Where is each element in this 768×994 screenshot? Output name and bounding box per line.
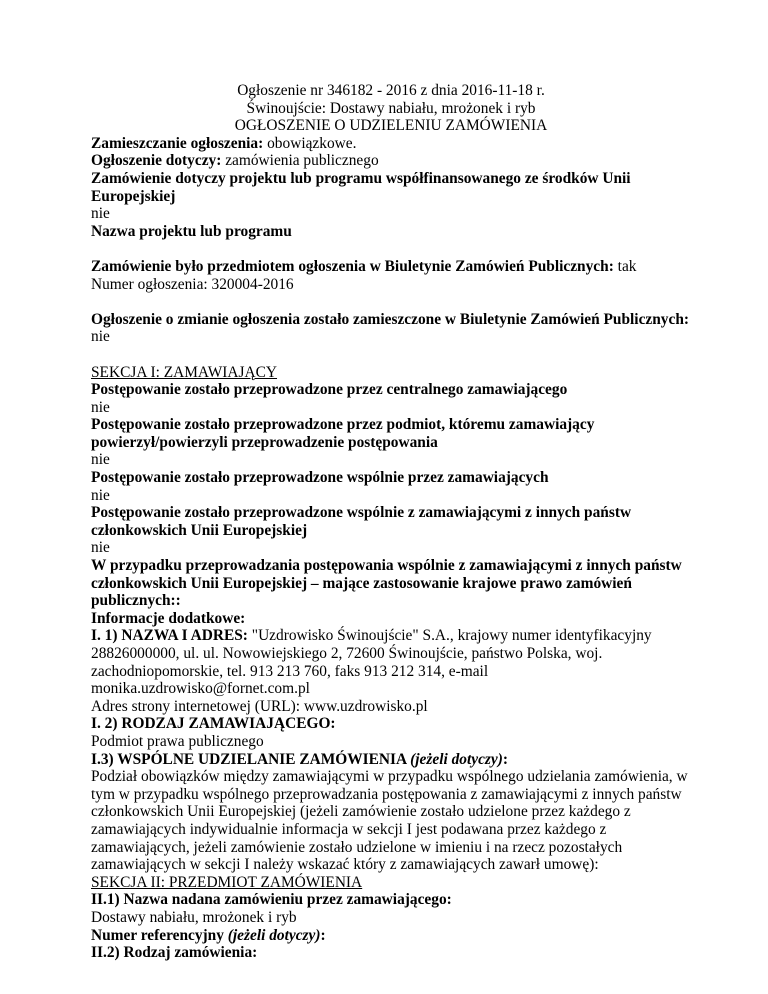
- placement-value: obowiązkowe.: [263, 134, 357, 152]
- contract-name-label: II.1) Nazwa nadana zamówieniu przez zamawiającego:: [91, 891, 452, 909]
- name-address-row: [91, 627, 691, 697]
- delegated-entity-label: Postępowanie zostało przeprowadzone przez podmiot, któremu zamawiający powierzył/powierzyli przeprowadzenie postępowania: [91, 416, 595, 451]
- placement-row: [91, 135, 691, 153]
- bulletin-row: [91, 258, 691, 276]
- placement-label: Zamieszczanie ogłoszenia:: [91, 134, 264, 152]
- joint-award-qualifier: (jeżeli dotyczy): [410, 750, 503, 768]
- reference-number-label: Numer referencyjny: [91, 926, 228, 944]
- change-notice-row: [91, 311, 691, 346]
- contracting-type-label: I. 2) RODZAJ ZAMAWIAJĄCEGO:: [91, 715, 336, 733]
- notice-content: [91, 82, 691, 962]
- joint-procedure-value: nie: [91, 486, 110, 504]
- concerns-value: zamówienia publicznego: [221, 152, 379, 170]
- website-row: Adres strony internetowej (URL): www.uzdrowisko.pl: [91, 697, 428, 715]
- section-1-title: SEKCJA I: ZAMAWIAJĄCY: [91, 363, 278, 381]
- joint-award-text: Podział obowiązków między zamawiającymi w przypadku wspólnego udzielania zamówienia, w tym w przypadku wspólnego przeprowadzania postępowania z zamawiającymi z innych państw członkowskich Unii Europejskiej (jeżeli zamówienie zostało udzielone przez każdego z zamawiających indywidualnie informacja w sekcji I jest podawana przez każdego z zamawiających, jeżeli zamówienie zostało udzielone w imieniu i na rzecz pozostałych zamawiających w sekcji I należy wskazać który z zamawiających zawarł umowę):: [91, 768, 688, 874]
- change-notice-value: nie: [91, 328, 110, 346]
- bulletin-label: Zamówienie było przedmiotem ogłoszenia w Biuletynie Zamówień Publicznych:: [91, 257, 614, 275]
- reference-number-qualifier: (jeżeli dotyczy): [227, 926, 321, 944]
- name-address-label: I. 1) NAZWA I ADRES:: [91, 627, 248, 645]
- concerns-label: Ogłoszenie dotyczy:: [91, 152, 222, 170]
- eu-joint-procedure-label: Postępowanie zostało przeprowadzone wspólnie z zamawiającymi z innych państw członkowskich Unii Europejskiej: [91, 504, 632, 539]
- eu-project-label: Zamówienie dotyczy projektu lub programu współfinansowanego ze środków Unii Europejskiej: [91, 169, 631, 205]
- bulletin-value: tak: [613, 257, 637, 275]
- change-notice-label: Ogłoszenie o zmianie ogłoszenia zostało zamieszczone w Biuletynie Zamówień Publicznych:: [91, 310, 690, 328]
- contract-name-value: Dostawy nabiału, mrożonek i ryb: [91, 908, 297, 926]
- eu-project-value: nie: [91, 205, 110, 223]
- notice-subject: Świnoujście: Dostawy nabiału, mrożonek i ryb: [246, 99, 536, 117]
- project-name-label: Nazwa projektu lub programu: [91, 222, 292, 240]
- name-address-value: "Uzdrowisko Świnoujście" S.A., krajowy numer identyfikacyjny 28826000000, ul. ul. Nowowiejskiego 2, 72600 Świnoujście, państwo Polska, woj. zachodniopomorskie, tel. 913 213 760, faks 913 212 314, e-mail monika.uzdrowisko@fornet.com.pl: [91, 627, 652, 698]
- eu-joint-procedure-value: nie: [91, 539, 110, 557]
- notice-type: OGŁOSZENIE O UDZIELENIU ZAMÓWIENIA: [234, 117, 548, 135]
- joint-award-row: I.3) WSPÓLNE UDZIELANIE ZAMÓWIENIA (jeżeli dotyczy):: [91, 750, 509, 768]
- additional-info-label: Informacje dodatkowe:: [91, 609, 246, 627]
- project-name-row: [91, 223, 691, 241]
- contracting-type-value: Podmiot prawa publicznego: [91, 732, 264, 750]
- delegated-entity-value: nie: [91, 451, 110, 469]
- notice-number-date: Ogłoszenie nr 346182 - 2016 z dnia 2016-11-18 r.: [237, 82, 545, 99]
- concerns-row: [91, 152, 691, 170]
- section-2-title: SEKCJA II: PRZEDMIOT ZAMÓWIENIA: [91, 873, 363, 891]
- notice-header: [91, 82, 691, 135]
- central-contracting-value: nie: [91, 398, 110, 416]
- eu-project-row: [91, 170, 691, 205]
- joint-procedure-label: Postępowanie zostało przeprowadzone wspólnie przez zamawiających: [91, 469, 549, 487]
- central-contracting-label: Postępowanie zostało przeprowadzone przez centralnego zamawiającego: [91, 381, 568, 399]
- contract-type-label: II.2) Rodzaj zamówienia:: [91, 944, 258, 962]
- national-law-label: W przypadku przeprowadzania postępowania wspólnie z zamawiającymi z innych państw członkowskich Unii Europejskiej – mające zastosowanie krajowe prawo zamówień publicznych::: [91, 557, 682, 610]
- joint-award-label: I.3) WSPÓLNE UDZIELANIE ZAMÓWIENIA: [91, 750, 411, 768]
- reference-number-row: Numer referencyjny (jeżeli dotyczy):: [91, 926, 326, 944]
- notice-number: Numer ogłoszenia: 320004-2016: [91, 275, 294, 293]
